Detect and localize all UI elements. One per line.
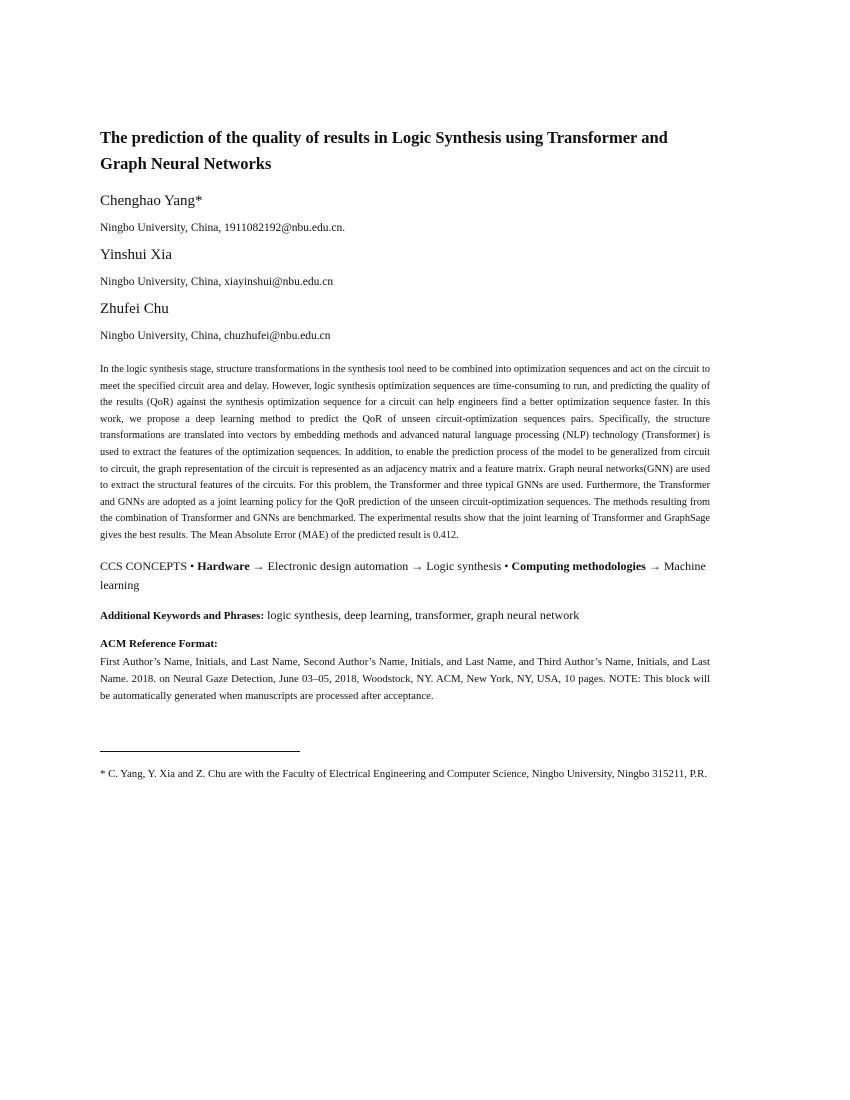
keywords	[100, 607, 710, 624]
keywords-label: Additional Keywords and Phrases:	[100, 609, 265, 622]
author-name: Yinshui Xia	[100, 247, 173, 263]
ccs-logic-synthesis: Logic synthesis	[426, 558, 502, 573]
ccs-arrow: →	[249, 558, 268, 573]
ccs-bullet: •	[501, 558, 512, 573]
author-name: Zhufei Chu	[100, 301, 169, 317]
acm-reference-text: First Author’s Name, Initials, and Last Name, Second Author’s Name, Initials, and Last Name, and Third Author’s Name, Initials, and Last Name. 2018. on Neural Gaze Detection, June 03–05, 2018, Woodstock, NY. ACM, New York, NY, USA, 10 pages. NOTE: This block will be automatically generated when manuscripts are processed after acceptance.	[100, 655, 710, 702]
ccs-prefix: CCS CONCEPTS	[100, 558, 188, 573]
author-block-2	[100, 245, 710, 290]
author-block-1	[100, 191, 710, 236]
ccs-bullet: •	[187, 558, 198, 573]
acm-reference-heading: ACM Reference Format:	[100, 637, 218, 650]
author-affiliation: Ningbo University, China, 1911082192@nbu.edu.cn.	[100, 222, 346, 234]
ccs-hardware: Hardware	[197, 558, 250, 573]
ccs-arrow: →	[645, 558, 664, 573]
paper-page	[100, 125, 710, 705]
author-affiliation: Ningbo University, China, chuzhufei@nbu.edu.cn	[100, 330, 331, 342]
author-name: Chenghao Yang*	[100, 193, 203, 209]
ccs-ml: Machine learning	[100, 558, 706, 592]
footnote-divider	[100, 751, 300, 752]
ccs-concepts	[100, 557, 710, 595]
ccs-arrow: →	[408, 558, 427, 573]
ccs-computing: Computing methodologies	[511, 558, 646, 573]
author-affiliation: Ningbo University, China, xiayinshui@nbu.edu.cn	[100, 276, 334, 288]
keywords-text: logic synthesis, deep learning, transformer, graph neural network	[264, 607, 580, 622]
ccs-eda: Electronic design automation	[267, 558, 409, 573]
abstract: In the logic synthesis stage, structure transformations in the synthesis tool need to be combined into optimization sequences and act on the circuit to meet the specified circuit area and delay. However, logic synthesis optimization sequences are time-consuming to run, and predicting the quality of the results (QoR) against the synthesis optimization sequence for a circuit can help engineers find a better optimization sequence faster. In this work, we propose a deep learning method to predict the QoR of unseen circuit-optimization sequences pairs. Specifically, the structure transformations are translated into vectors by embedding methods and advanced natural language processing (NLP) technology (Transformer) is used to extract the features of the optimization sequences. In addition, to enable the prediction process of the model to be generalized from circuit to circuit, the graph representation of the circuit is represented as an adjacency matrix and a feature matrix. Graph neural networks(GNN) are used to extract the structural features of the circuits. For this problem, the Transformer and three typical GNNs are used. Furthermore, the Transformer and GNNs are adopted as a joint learning policy for the QoR prediction of the unseen circuit-optimization sequences. The methods resulting from the combination of Transformer and GNNs are benchmarked. The experimental results show that the joint learning of Transformer and GraphSage gives the best results. The Mean Absolute Error (MAE) of the predicted result is 0.412.	[100, 364, 710, 541]
paper-title: The prediction of the quality of results in Logic Synthesis using Transformer and Graph Neural Networks	[100, 128, 668, 173]
author-block-3	[100, 299, 710, 344]
footnote: * C. Yang, Y. Xia and Z. Chu are with the Faculty of Electrical Engineering and Computer Science, Ningbo University, Ningbo 315211, P.R.	[100, 768, 708, 780]
